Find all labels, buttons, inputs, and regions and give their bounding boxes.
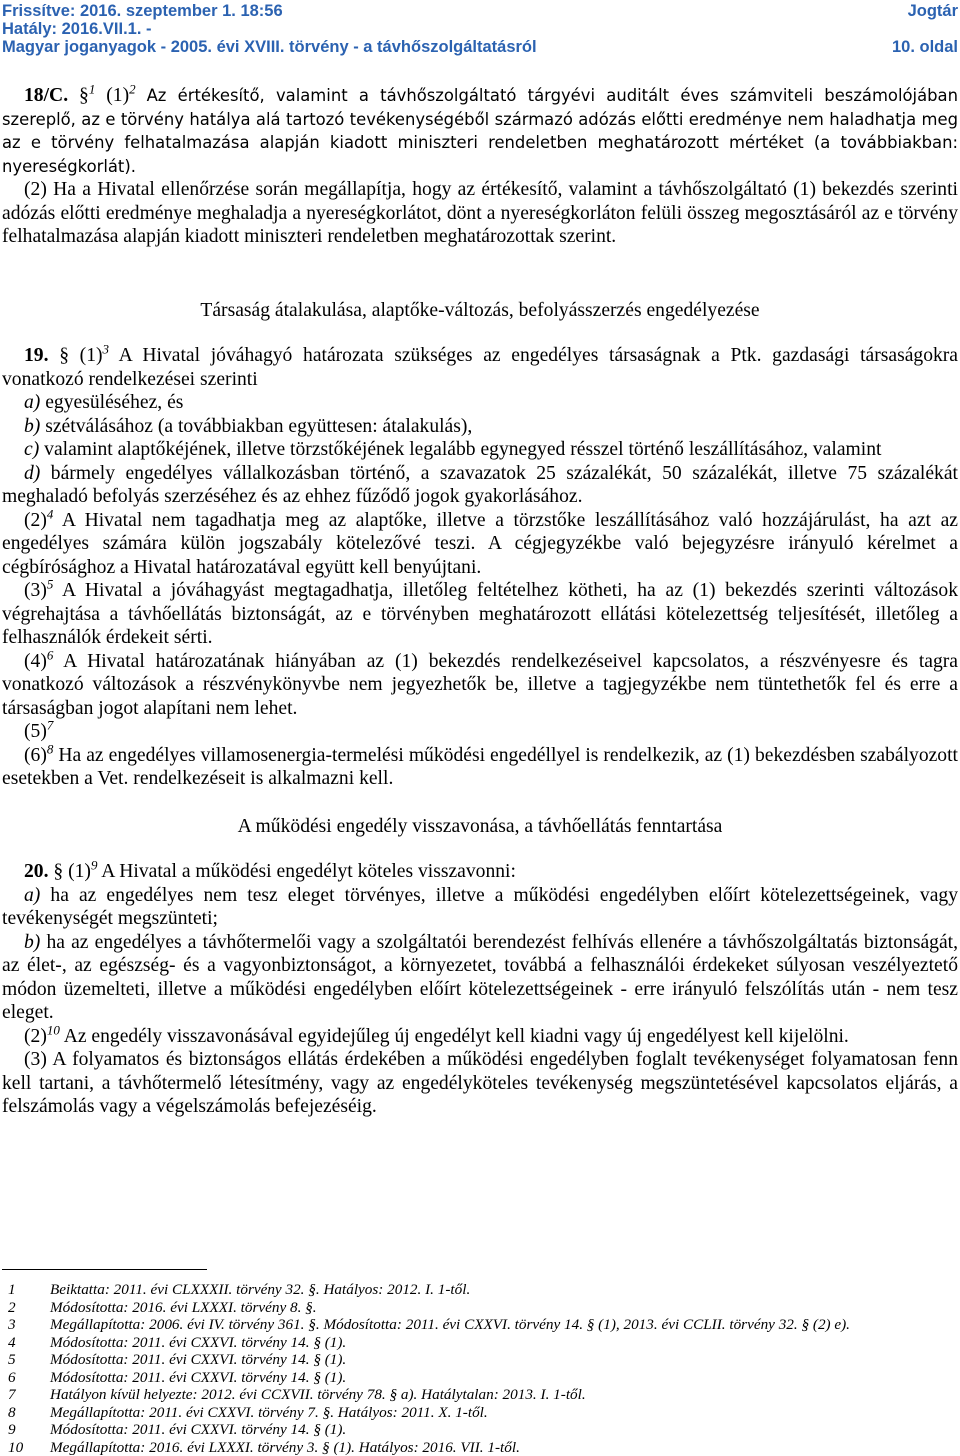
section-number: 20. (24, 861, 49, 882)
footnote-ref-4[interactable]: 4 (47, 506, 54, 521)
list-label: d) (24, 463, 40, 484)
footnote-ref-1[interactable]: 1 (89, 81, 96, 96)
subsection-label: (4) (24, 651, 47, 672)
header-line-2 (2, 20, 958, 38)
list-item-b (2, 415, 958, 439)
list-item-c (2, 438, 958, 462)
subsection-label: (3) (24, 580, 47, 601)
section-number: 18/C. (24, 85, 68, 106)
section-18c-paragraph-2: (2) Ha a Hivatal ellenőrzése során megállapítja, hogy az értékesítő, valamint a távhőszolgáltató (1) bekezdés szerinti adózás előtti eredménye meghaladja a nyereségkorlátot, dönt a nyereségkorláton felüli összeg megosztásáról az e törvény felhatalmazása alapján kiadott miniszteri rendeletben meghatározottak szerint. (2, 178, 958, 249)
list-item-a (2, 391, 958, 415)
spacer (2, 322, 958, 344)
header-updated: Frissítve: 2016. szeptember 1. 18:56 (2, 2, 283, 20)
list-label: a) (24, 885, 40, 906)
section-19-text-1: A Hivatal jóváhagyó határozata szükséges az engedélyes társaságnak a Ptk. gazdasági társaságokra vonatkozó rendelkezései szerinti (2, 345, 958, 390)
footnote-ref-5[interactable]: 5 (47, 576, 54, 591)
section-19-paragraph-2 (2, 509, 958, 580)
section-19-paragraph-3 (2, 579, 958, 650)
footnote-text: Beiktatta: 2011. évi CLXXXII. törvény 32. §. Hatályos: 2012. I. 1-től. (50, 1281, 948, 1299)
footnote-number: 5 (8, 1351, 50, 1369)
list-text: ha az engedélyes a távhőtermelői vagy a szolgáltatói berendezést felhívás ellenére a távhőszolgáltatás biztonságát, az élet-, az egészség- és a vagyonbiztonságot, a környezetet, továbbá a felhasználói érdekeket súlyosan veszélyeztető módon üzemelteti, illetve a működési engedélyben előírt kötelezettségeinek - erre irányuló felszólítás után - nem tesz eleget. (2, 932, 958, 1024)
header-brand: Jogtár (908, 2, 958, 20)
list-label: c) (24, 439, 39, 460)
header-line-1 (2, 2, 958, 20)
spacer (2, 838, 958, 860)
footnote-number: 1 (8, 1281, 50, 1299)
section-number: 19. (24, 345, 49, 366)
footnote-ref-2[interactable]: 2 (129, 81, 136, 96)
heading-transformation: Társaság átalakulása, alaptőke-változás, befolyásszerzés engedélyezése (2, 299, 958, 323)
footnote-text: Megállapította: 2016. évi LXXXI. törvény 3. § (1). Hatályos: 2016. VII. 1-től. (50, 1439, 948, 1456)
footnote-text: Módosította: 2016. évi LXXXI. törvény 8. §. (50, 1299, 948, 1317)
section-18c-text-1: Az értékesítő, valamint a távhőszolgáltató tárgyévi auditált éves számviteli beszámolójában szereplő, az e törvény hatálya alá tartozó tevékenységéből származó adózás előtti eredménye nem haladhatja meg az e törvény felhatalmazása alapján kiadott miniszteri rendeletben meghatározott mértéket (a továbbiakban: nyereségkorlát). (2, 86, 958, 176)
footnote-number: 4 (8, 1334, 50, 1352)
section-20-paragraph-3: (3) A folyamatos és biztonságos ellátás érdekében a működési engedélyben foglalt tevékenységet folyamatosan fenn kell tartani, a távhőtermelő létesítmény, vagy az engedélyköteles tevékenység megszüntetésével kapcsolatos eljárás, a felszámolás vagy a végelszámolás befejezéséig. (2, 1048, 958, 1119)
footnote-item (8, 1334, 948, 1352)
section-19-paragraph-5 (2, 720, 958, 744)
footnote-ref-10[interactable]: 10 (47, 1022, 60, 1037)
footnote-item (8, 1351, 948, 1369)
subsection-label: (5) (24, 721, 47, 742)
footnote-number: 7 (8, 1386, 50, 1404)
list-label: b) (24, 932, 40, 953)
list-text: szétválásához (a továbbiakban együttesen: átalakulás), (45, 416, 472, 437)
header-line-3 (2, 38, 958, 56)
footnote-item (8, 1299, 948, 1317)
section-20-text-2: Az engedély visszavonásával egyidejűleg új engedélyt kell kiadni vagy új engedélyest kell kijelölni. (64, 1026, 849, 1047)
header-validity: Hatály: 2016.VII.1. - (2, 20, 152, 38)
spacer (2, 791, 958, 815)
footnote-text: Módosította: 2011. évi CXXVI. törvény 14. § (1). (50, 1421, 948, 1439)
footnote-ref-3[interactable]: 3 (103, 341, 110, 356)
section-20-text-1: A Hivatal a működési engedélyt köteles visszavonni: (101, 861, 516, 882)
section-symbol: § (53, 861, 63, 882)
heading-license-revocation: A működési engedély visszavonása, a távhőellátás fenntartása (2, 815, 958, 839)
list-text: valamint alaptőkéjének, illetve törzstőkéjének legalább egynegyed résszel történő leszállításához, valamint (44, 439, 881, 460)
list-item-b (2, 931, 958, 1025)
header-page-number: 10. oldal (892, 38, 958, 56)
list-label: b) (24, 416, 40, 437)
footnote-item (8, 1404, 948, 1422)
footnote-text: Megállapította: 2011. évi CXXVI. törvény 7. §. Hatályos: 2011. X. 1-től. (50, 1404, 948, 1422)
footnote-text: Módosította: 2011. évi CXXVI. törvény 14. § (1). (50, 1369, 948, 1387)
section-symbol: § (79, 85, 89, 106)
list-label: a) (24, 392, 40, 413)
footnote-number: 10 (8, 1439, 50, 1456)
subsection-label: (2) (24, 1026, 47, 1047)
footnote-item (8, 1316, 948, 1334)
footnote-number: 6 (8, 1369, 50, 1387)
footnote-number: 9 (8, 1421, 50, 1439)
list-item-a (2, 884, 958, 931)
footnote-ref-9[interactable]: 9 (91, 857, 98, 872)
footnote-ref-8[interactable]: 8 (47, 741, 54, 756)
footnote-text: Módosította: 2011. évi CXXVI. törvény 14. § (1). (50, 1334, 948, 1352)
footnote-text: Hatályon kívül helyezte: 2012. évi CCXVII. törvény 78. § a). Hatálytalan: 2013. I. 1-től. (50, 1386, 948, 1404)
section-19-paragraph-1 (2, 344, 958, 391)
subsection-label: (1) (106, 85, 129, 106)
document-body (2, 84, 958, 1119)
footnote-item (8, 1439, 948, 1456)
footnotes (8, 1281, 948, 1456)
section-19-text-2: A Hivatal nem tagadhatja meg az alaptőke, illetve a törzstőke leszállításához való hozzájárulást, ha azt az engedélyes számára külön jogszabály kötelezővé teszi. A cégjegyzékbe való bejegyzésre irányuló kérelmet a cégbírósághoz a Hivatal határozatával együtt kell benyújtani. (2, 510, 958, 578)
list-text: ha az engedélyes nem tesz eleget törvényes, illetve a működési engedélyben előírt kötelezettségeinek, vagy tevékenységét megszünteti; (2, 885, 958, 930)
list-item-d (2, 462, 958, 509)
spacer (2, 249, 958, 299)
footnote-number: 8 (8, 1404, 50, 1422)
section-20-paragraph-1 (2, 860, 958, 884)
footnote-item (8, 1281, 948, 1299)
footnote-ref-7[interactable]: 7 (47, 717, 54, 732)
list-text: egyesüléséhez, és (45, 392, 183, 413)
section-19-text-4: A Hivatal határozatának hiányában az (1) bekezdés rendelkezéseivel kapcsolatos, a részvényesre és tagra vonatkozó változások a részvénykönyvbe nem jegyezhetők be, illetve a tagjegyzékbe nem tüntethetők fel és erre a társaságban jogot alapítani nem lehet. (2, 651, 958, 719)
section-19-text-6: Ha az engedélyes villamosenergia-termelési működési engedéllyel is rendelkezik, az (1) bekezdésben szabályozott esetekben a Vet. rendelkezéseit is alkalmazni kell. (2, 745, 958, 790)
section-symbol: § (59, 345, 69, 366)
header-law-title: Magyar joganyagok - 2005. évi XVIII. törvény - a távhőszolgáltatásról (2, 38, 537, 56)
footnote-item (8, 1386, 948, 1404)
subsection-label: (2) (24, 510, 47, 531)
footnote-ref-6[interactable]: 6 (47, 647, 54, 662)
section-19-paragraph-4 (2, 650, 958, 721)
section-19-text-3: A Hivatal a jóváhagyást megtagadhatja, illetőleg feltételhez kötheti, ha az (1) bekezdés szerinti változások végrehajtása a távhőellátás biztonságát, az e törvényben meghatározott ellátási kötelezettség teljesítését, illetőleg a felhasználók érdekeit sérti. (2, 580, 958, 648)
footnote-number: 2 (8, 1299, 50, 1317)
footnote-item (8, 1369, 948, 1387)
footnote-divider (2, 1269, 207, 1270)
footnote-text: Megállapította: 2006. évi IV. törvény 361. §. Módosította: 2011. évi CXXVI. törvény 14. § (1), 2013. évi CCLII. törvény 32. § (2) e). (50, 1316, 948, 1334)
footnote-text: Módosította: 2011. évi CXXVI. törvény 14. § (1). (50, 1351, 948, 1369)
section-18c-paragraph-1 (2, 84, 958, 178)
section-20-paragraph-2 (2, 1025, 958, 1049)
section-19-paragraph-6 (2, 744, 958, 791)
footnote-item (8, 1421, 948, 1439)
subsection-label: (1) (68, 861, 91, 882)
subsection-label: (1) (80, 345, 103, 366)
list-text: bármely engedélyes vállalkozásban történő, a szavazatok 25 százalékát, 50 százalékát, illetve 75 százalékát meghaladó befolyás szerzéséhez és az ehhez fűződő jogok gyakorlásához. (2, 463, 958, 508)
footnote-number: 3 (8, 1316, 50, 1334)
subsection-label: (6) (24, 745, 47, 766)
